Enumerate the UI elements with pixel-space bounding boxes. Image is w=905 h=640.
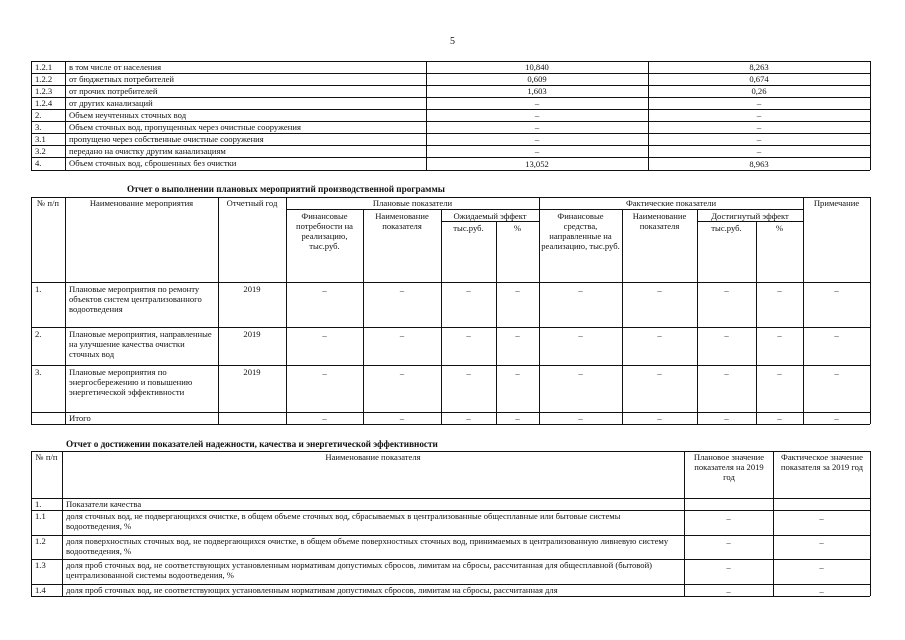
volume-row-name: от бюджетных потребителей: [69, 74, 175, 84]
volume-row-num: 4.: [35, 158, 42, 168]
program-row-year: 2019: [243, 284, 261, 294]
program-cell: –: [515, 285, 520, 295]
rel-row-planned: –: [726, 562, 731, 572]
header-indicator-name-2: Наименование показателя: [632, 211, 687, 231]
program-cell: –: [322, 368, 327, 378]
volume-row-value-1: 13,052: [525, 159, 549, 169]
program-total-label: Итого: [69, 413, 91, 423]
volume-row-name: от других канализаций: [69, 98, 153, 108]
program-row-num: 2.: [35, 329, 42, 339]
program-cell: –: [322, 330, 327, 340]
program-total-cell: –: [657, 413, 662, 423]
header-pct: %: [513, 223, 522, 233]
program-total-cell: –: [578, 413, 583, 423]
program-cell: –: [578, 368, 583, 378]
program-cell: –: [724, 368, 729, 378]
rel-row-actual: –: [819, 537, 824, 547]
volume-row-name: от прочих потребителей: [69, 86, 158, 96]
program-row-num: 3.: [35, 367, 42, 377]
program-cell: –: [466, 368, 471, 378]
rel-header-num: № п/п: [35, 452, 58, 462]
program-cell: –: [578, 285, 583, 295]
rel-row-name: Показатели качества: [66, 499, 142, 509]
volume-row-value-2: 0,26: [751, 86, 767, 96]
program-cell: –: [657, 330, 662, 340]
volume-row-num: 3.1: [35, 134, 46, 144]
program-cell: –: [724, 330, 729, 340]
volume-row-name: в том числе от населения: [69, 62, 162, 72]
rel-row-num: 1.4: [35, 585, 46, 595]
header-pct-2: %: [775, 223, 784, 233]
program-cell: –: [724, 285, 729, 295]
volume-row-num: 1.2.1: [35, 62, 53, 72]
rel-row-name: доля проб сточных вод, не соответствующих установленным нормативам допустимых сбросов, лимитам на сбросы, рассчитанная для общесплавной (бытовой) централизованной системы водоотведения, %: [66, 560, 653, 580]
rel-header-planned: Плановое значение показателя на 2019 год: [693, 452, 765, 482]
rel-row-actual: –: [819, 562, 824, 572]
program-cell: –: [466, 285, 471, 295]
program-total-cell: –: [515, 413, 520, 423]
header-actual: Фактические показатели: [625, 198, 717, 208]
volume-row-value-1: –: [534, 134, 540, 144]
header-note: Примечание: [813, 198, 860, 208]
volume-row-value-2: –: [756, 122, 762, 132]
program-total-cell: –: [399, 413, 405, 423]
volume-row-value-1: –: [534, 122, 540, 132]
header-year: Отчетный год: [226, 198, 278, 208]
program-cell: –: [834, 285, 839, 295]
program-total-cell: –: [834, 413, 839, 423]
program-total-cell: –: [777, 413, 782, 423]
volume-row-value-2: 8,963: [749, 159, 769, 169]
volume-row-value-1: 10,840: [525, 62, 549, 72]
program-total-cell: –: [322, 413, 327, 423]
rel-row-num: 1.1: [35, 511, 46, 521]
header-expected-effect: Ожидаемый эффект: [453, 211, 527, 221]
program-cell: –: [777, 330, 782, 340]
program-row-year: 2019: [243, 367, 261, 377]
header-planned: Плановые показатели: [372, 198, 453, 208]
header-achieved-effect: Достигнутый эффект: [711, 211, 789, 221]
program-cell: –: [578, 330, 583, 340]
volume-row-name: пропущено через собственные очистные сооружения: [69, 134, 264, 144]
volume-row-num: 1.2.4: [35, 98, 53, 108]
volume-row-name: Объем сточных вод, пропущенных через очистные сооружения: [69, 122, 301, 132]
volume-row-name: передано на очистку другим канализациям: [69, 146, 226, 156]
volume-row-value-1: –: [534, 110, 540, 120]
header-measure-name: Наименование мероприятия: [89, 198, 194, 208]
rel-row-planned: –: [726, 586, 731, 596]
rel-row-num: 1.3: [35, 560, 46, 570]
program-table-title: Отчет о выполнении плановых мероприятий производственной программы: [127, 184, 445, 194]
program-cell: –: [466, 330, 471, 340]
program-row-name: Плановые мероприятия по ремонту объектов систем централизованного водоотведения: [69, 284, 202, 314]
rel-header-actual: Фактическое значение показателя за 2019 год: [780, 452, 864, 472]
program-total-cell: –: [724, 413, 729, 423]
volume-row-num: 1.2.2: [35, 74, 53, 84]
program-row-num: 1.: [35, 284, 42, 294]
program-row-name: Плановые мероприятия, направленные на улучшение качества очистки сточных вод: [69, 329, 212, 359]
program-cell: –: [657, 285, 662, 295]
program-cell: –: [399, 285, 405, 295]
rel-row-planned: –: [726, 537, 731, 547]
rel-row-name: доля сточных вод, не подвергающихся очистке, в общем объеме сточных вод, сбрасываемых в централизованные общесплавные или бытовые системы водоотведения, %: [66, 511, 621, 531]
program-cell: –: [399, 330, 405, 340]
program-cell: –: [777, 285, 782, 295]
program-cell: –: [657, 368, 662, 378]
volume-row-num: 2.: [35, 110, 42, 120]
page-number: 5: [450, 36, 455, 47]
volume-row-value-1: 0,609: [527, 74, 547, 84]
rel-header-name: Наименование показателя: [325, 452, 421, 462]
volume-row-value-1: –: [534, 146, 540, 156]
volume-row-num: 3.2: [35, 146, 46, 156]
volume-row-name: Объем неучтенных сточных вод: [69, 110, 187, 120]
program-cell: –: [515, 330, 520, 340]
volume-row-value-1: 1,603: [527, 86, 547, 96]
volume-row-value-2: –: [756, 98, 762, 108]
program-cell: –: [515, 368, 520, 378]
rel-row-num: 1.2: [35, 536, 46, 546]
header-indicator-name: Наименование показателя: [375, 211, 429, 231]
volume-row-value-2: 8,263: [749, 62, 769, 72]
volume-row-value-2: 0,674: [749, 74, 769, 84]
volume-row-num: 3.: [35, 122, 42, 132]
rel-row-name: доля проб сточных вод, не соответствующих установленным нормативам допустимых сбросов, лимитам на сбросы, рассчитанная для: [66, 585, 558, 595]
header-rub-2: тыс.руб.: [711, 223, 742, 233]
header-num: № п/п: [37, 198, 59, 208]
volume-row-value-2: –: [756, 134, 762, 144]
program-row-name: Плановые мероприятия по энергосбережению и повышению энергетической эффективности: [69, 367, 193, 397]
program-cell: –: [322, 285, 327, 295]
program-cell: –: [777, 368, 782, 378]
header-rub: тыс.руб.: [453, 223, 484, 233]
volume-row-value-1: –: [534, 98, 540, 108]
volume-row-value-2: –: [756, 110, 762, 120]
program-total-cell: –: [466, 413, 471, 423]
rel-row-name: доля поверхностных сточных вод, не подвергающихся очистке, в общем объеме поверхностных сточных вод, принимаемых в централизованную ливневую систему водоотведения, %: [66, 536, 669, 556]
program-cell: –: [834, 368, 839, 378]
header-fin-funds: Финансовые средства, направленные на реализацию, тыс.руб.: [541, 211, 620, 251]
program-cell: –: [834, 330, 839, 340]
rel-row-num: 1.: [35, 499, 42, 509]
header-fin-need: Финансовые потребности на реализацию, тыс.руб.: [296, 211, 353, 251]
reliability-table-title: Отчет о достижении показателей надежности, качества и энергетической эффективности: [66, 439, 438, 449]
program-row-year: 2019: [243, 329, 261, 339]
rel-row-actual: –: [819, 586, 824, 596]
rel-row-actual: –: [819, 513, 824, 523]
volume-row-value-2: –: [756, 146, 762, 156]
rel-row-planned: –: [726, 513, 731, 523]
volume-row-name: Объем сточных вод, сброшенных без очистки: [69, 158, 237, 168]
program-cell: –: [399, 368, 405, 378]
volume-row-num: 1.2.3: [35, 86, 53, 96]
